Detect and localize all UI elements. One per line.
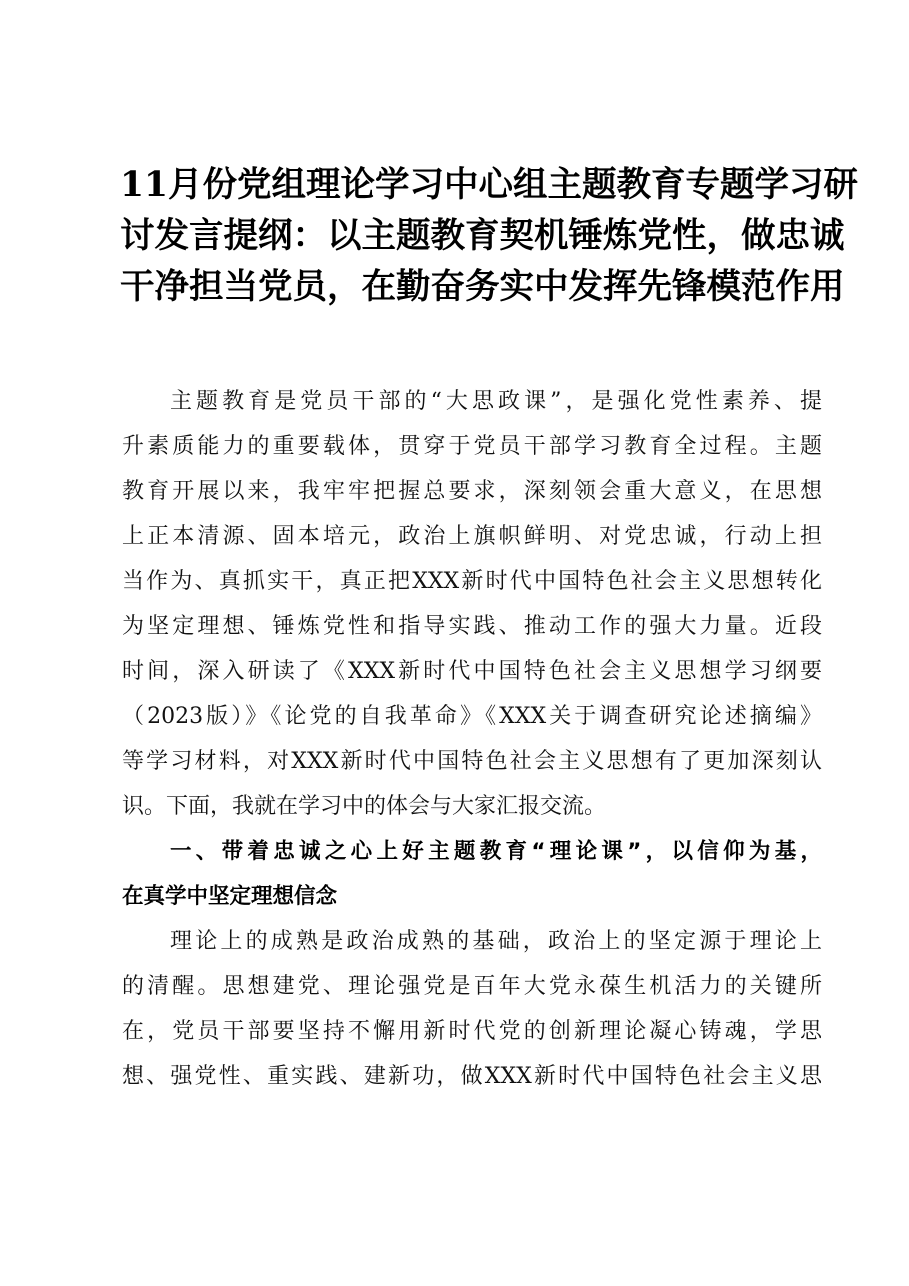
title-line: 干净担当党员，在勤奋务实中发挥先锋模范作用 xyxy=(120,267,845,307)
title-line: 讨发言提纲：以主题教育契机锤炼党性，做忠诚 xyxy=(120,216,845,256)
text-line: 的清醒。思想建党、理论强党是百年大党永葆生机活力的关键所 xyxy=(122,974,822,999)
text-line: 等学习材料，对XXX新时代中国特色社会主义思想有了更加深刻认 xyxy=(122,749,822,774)
text-line: 为坚定理想、锤炼党性和指导实践、推动工作的强大力量。近段 xyxy=(122,614,822,639)
paragraph-intro xyxy=(122,379,822,829)
text-line: 当作为、真抓实干，真正把XXX新时代中国特色社会主义思想转化 xyxy=(122,569,822,594)
text-line: 升素质能力的重要载体，贯穿于党员干部学习教育全过程。主题 xyxy=(122,434,822,459)
document-body xyxy=(122,379,822,1099)
text-line: （2023版）》《论党的自我革命》《XXX关于调查研究论述摘编》 xyxy=(122,704,822,729)
section-heading-1 xyxy=(122,829,822,919)
heading-line: 一、带着忠诚之心上好主题教育“理论课”，以信仰为基， xyxy=(170,839,822,864)
text-line: 理论上的成熟是政治成熟的基础，政治上的坚定源于理论上 xyxy=(170,929,822,954)
text-line: 主题教育是党员干部的“大思政课”，是强化党性素养、提 xyxy=(170,389,822,414)
text-line: 想、强党性、重实践、建新功，做XXX新时代中国特色社会主义思 xyxy=(122,1064,822,1089)
title-line: 11月份党组理论学习中心组主题教育专题学习研 xyxy=(120,165,859,205)
text-line: 上正本清源、固本培元，政治上旗帜鲜明、对党忠诚，行动上担 xyxy=(122,524,822,549)
heading-line: 在真学中坚定理想信念 xyxy=(122,884,338,909)
text-line: 识。下面，我就在学习中的体会与大家汇报交流。 xyxy=(122,794,607,819)
text-line: 时间，深入研读了《XXX新时代中国特色社会主义思想学习纲要 xyxy=(122,659,822,684)
text-line: 教育开展以来，我牢牢把握总要求，深刻领会重大意义，在思想 xyxy=(122,479,822,504)
paragraph-section-1 xyxy=(122,919,822,1099)
text-line: 在，党员干部要坚持不懈用新时代党的创新理论凝心铸魂，学思 xyxy=(122,1019,822,1044)
document-title xyxy=(120,160,859,313)
